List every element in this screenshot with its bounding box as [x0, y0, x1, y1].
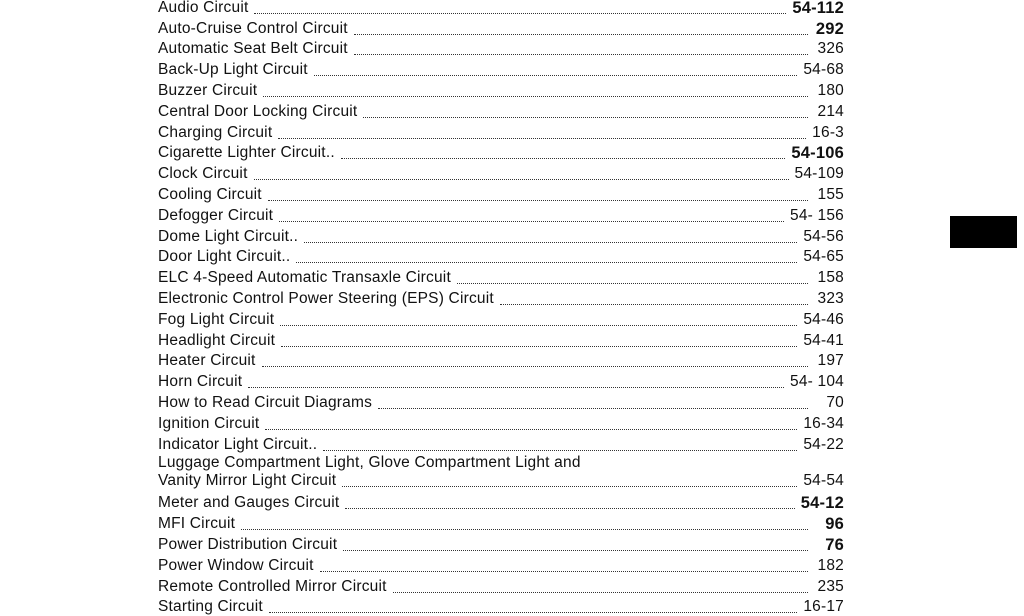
entry-page-number: 16-17 [803, 598, 844, 616]
entry-title-line-1: Luggage Compartment Light, Glove Compartment Light and [158, 453, 581, 471]
entry-page-number: 214 [817, 102, 844, 120]
dot-leader [323, 440, 797, 451]
entry-title-line-2-row [158, 472, 844, 490]
circuit-index [158, 0, 844, 616]
entry-title: Automatic Seat Belt Circuit [158, 40, 348, 58]
entry-title: MFI Circuit [158, 515, 236, 533]
entry-title: Meter and Gauges Circuit [158, 494, 340, 512]
entry-title: Heater Circuit [158, 352, 256, 370]
index-entry-power-distribution-circuit [158, 533, 844, 554]
index-entry-central-door-locking-circuit [158, 100, 844, 121]
index-entry-electronic-control-power-steering-eps-circuit [158, 287, 844, 308]
dot-leader [265, 419, 797, 430]
dot-leader [341, 148, 786, 159]
entry-title: Ignition Circuit [158, 414, 260, 432]
entry-page-number: 76 [825, 535, 844, 554]
entry-title: ELC 4-Speed Automatic Transaxle Circuit [158, 269, 451, 287]
dot-leader [500, 294, 808, 305]
entry-page-number: 155 [817, 185, 844, 203]
index-entry-elc-4-speed-automatic-transaxle-circuit [158, 266, 844, 287]
index-entry-door-light-circuit [158, 246, 844, 267]
entry-page-number: 323 [817, 289, 844, 307]
entry-page-number: 197 [817, 352, 844, 370]
index-entry-clock-circuit [158, 162, 844, 183]
index-entry-luggage-glove-vanity-light-circuit [158, 454, 844, 492]
index-entry-cigarette-lighter-circuit [158, 142, 844, 163]
entry-title: Audio Circuit [158, 0, 249, 16]
index-entry-meter-and-gauges-circuit [158, 492, 844, 513]
index-entry-cooling-circuit [158, 183, 844, 204]
entry-page-number: 54-54 [803, 471, 844, 489]
dot-leader [280, 315, 797, 326]
dot-leader [281, 336, 797, 347]
index-entry-auto-cruise-control-circuit [158, 17, 844, 38]
index-entry-headlight-circuit [158, 329, 844, 350]
index-entry-back-up-light-circuit [158, 58, 844, 79]
index-entry-buzzer-circuit [158, 79, 844, 100]
entry-page-number: 54-22 [803, 435, 844, 453]
entry-title: Electronic Control Power Steering (EPS) Circuit [158, 289, 494, 307]
dot-leader [363, 107, 808, 118]
dot-leader [314, 65, 798, 76]
entry-page-number: 54-41 [803, 331, 844, 349]
entry-page-number: 54-46 [803, 310, 844, 328]
dot-leader [304, 232, 797, 243]
dot-leader [268, 190, 808, 201]
entry-title: Power Window Circuit [158, 556, 314, 574]
dot-leader [320, 561, 808, 572]
entry-page-number: 235 [817, 577, 844, 595]
dot-leader [342, 476, 797, 487]
entry-title: Buzzer Circuit [158, 81, 258, 99]
index-entry-audio-circuit [158, 0, 844, 17]
index-entry-ignition-circuit [158, 412, 844, 433]
entry-page-number: 326 [817, 40, 844, 58]
entry-title: How to Read Circuit Diagrams [158, 393, 373, 411]
entry-page-number: 54-109 [794, 165, 844, 183]
entry-title: Power Distribution Circuit [158, 535, 338, 553]
entry-page-number: 54-112 [792, 0, 844, 17]
entry-page-number: 54-56 [803, 227, 844, 245]
entry-title: Remote Controlled Mirror Circuit [158, 577, 387, 595]
index-entry-remote-controlled-mirror-circuit [158, 575, 844, 596]
dot-leader [254, 169, 789, 180]
entry-title: Charging Circuit [158, 123, 273, 141]
index-entry-starting-circuit [158, 596, 844, 616]
index-entry-heater-circuit [158, 350, 844, 371]
entry-title: Defogger Circuit [158, 206, 274, 224]
dot-leader [248, 377, 784, 388]
dot-leader [354, 24, 808, 35]
dot-leader [345, 498, 794, 509]
entry-page-number: 182 [817, 556, 844, 574]
entry-page-number: 16-3 [812, 123, 844, 141]
entry-page-number: 70 [826, 393, 844, 411]
entry-title: Auto-Cruise Control Circuit [158, 19, 348, 37]
entry-page-number: 54-106 [791, 144, 844, 163]
dot-leader [241, 519, 808, 530]
dot-leader [279, 211, 784, 222]
dot-leader [378, 398, 808, 409]
entry-title: Cigarette Lighter Circuit.. [158, 144, 335, 162]
entry-title: Central Door Locking Circuit [158, 102, 358, 120]
section-tab-marker [950, 216, 1017, 248]
entry-page-number: 54- 104 [790, 373, 844, 391]
entry-page-number: 54-65 [803, 248, 844, 266]
entry-page-number: 54-12 [800, 494, 844, 513]
entry-title: Indicator Light Circuit.. [158, 435, 318, 453]
dot-leader [263, 86, 808, 97]
dot-leader [393, 582, 808, 593]
dot-leader [354, 44, 808, 55]
entry-page-number: 158 [817, 269, 844, 287]
entry-title: Headlight Circuit [158, 331, 276, 349]
index-entry-mfi-circuit [158, 512, 844, 533]
dot-leader [343, 540, 808, 551]
index-entry-fog-light-circuit [158, 308, 844, 329]
index-entry-defogger-circuit [158, 204, 844, 225]
dot-leader [296, 252, 797, 263]
entry-title: Back-Up Light Circuit [158, 61, 308, 79]
entry-title: Starting Circuit [158, 598, 263, 616]
index-entry-automatic-seat-belt-circuit [158, 38, 844, 59]
index-entry-charging-circuit [158, 121, 844, 142]
entry-page-number: 54- 156 [790, 206, 844, 224]
entry-page-number: 96 [825, 515, 844, 534]
index-entry-how-to-read-circuit-diagrams [158, 391, 844, 412]
dot-leader [457, 273, 808, 284]
entry-title: Fog Light Circuit [158, 310, 275, 328]
entry-title-line-2: Vanity Mirror Light Circuit [158, 471, 337, 489]
dot-leader [278, 128, 806, 139]
entry-title: Door Light Circuit.. [158, 248, 291, 266]
entry-title: Cooling Circuit [158, 185, 262, 203]
entry-page-number: 54-68 [803, 61, 844, 79]
entry-page-number: 180 [817, 81, 844, 99]
entry-title: Clock Circuit [158, 165, 248, 183]
entry-page-number: 292 [815, 19, 844, 38]
entry-page-number: 16-34 [803, 414, 844, 432]
entry-title: Dome Light Circuit.. [158, 227, 299, 245]
index-entry-power-window-circuit [158, 554, 844, 575]
dot-leader [262, 356, 808, 367]
dot-leader [269, 602, 798, 613]
index-entry-dome-light-circuit [158, 225, 844, 246]
dot-leader [254, 3, 786, 14]
entry-title: Horn Circuit [158, 373, 243, 391]
index-entry-indicator-light-circuit [158, 433, 844, 454]
index-entry-horn-circuit [158, 370, 844, 391]
